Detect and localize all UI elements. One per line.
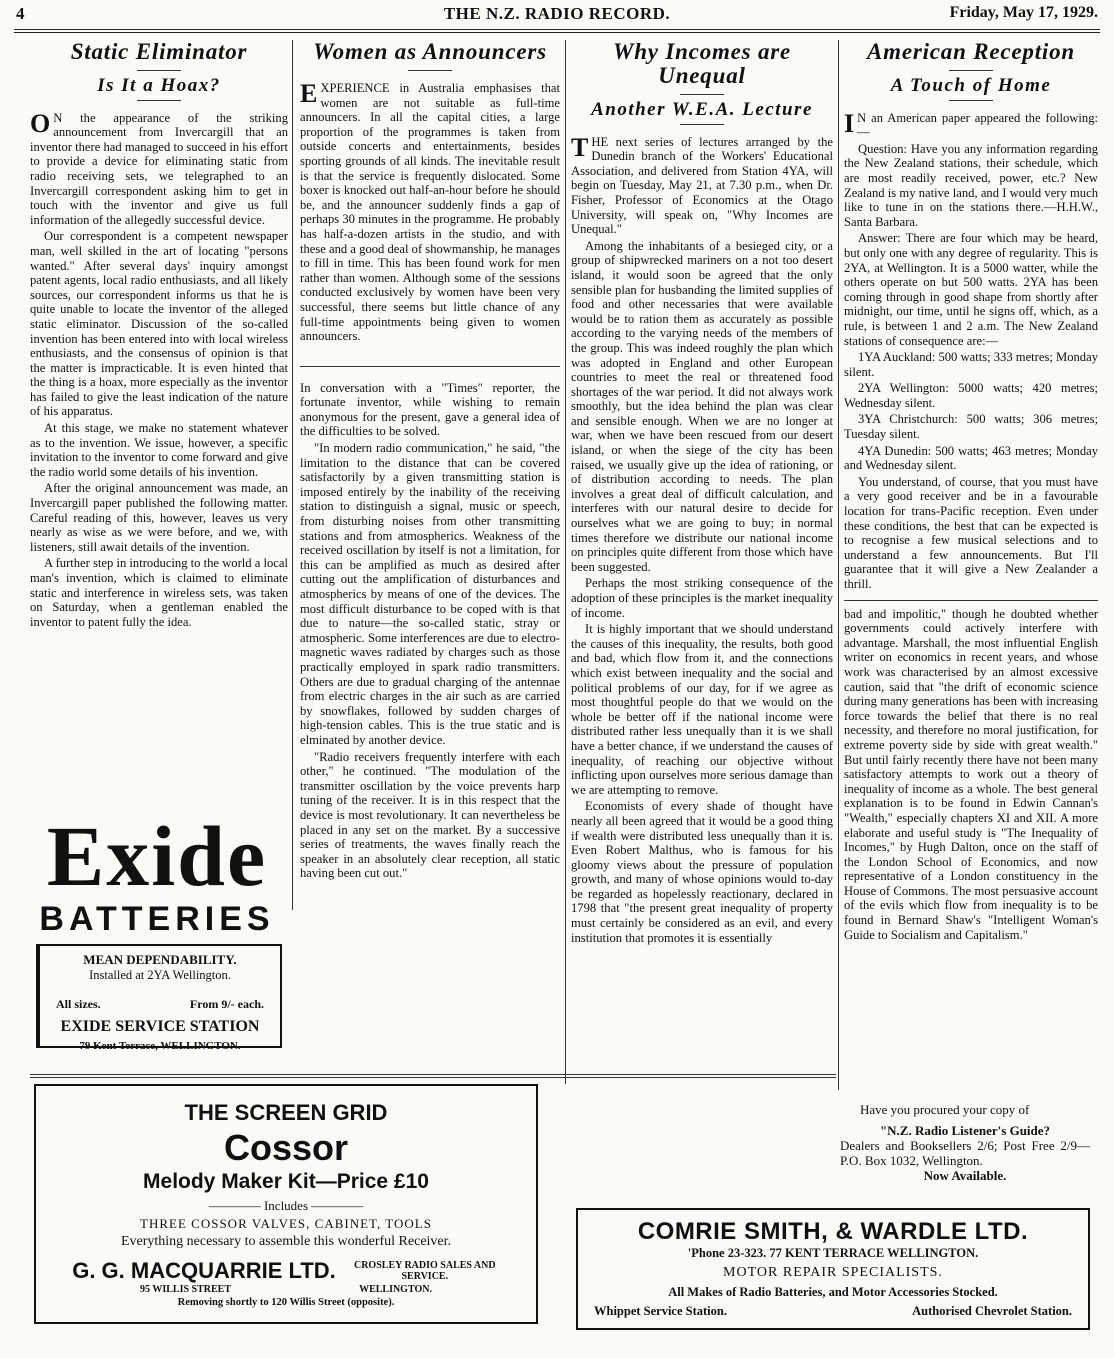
cossor-city: WELLINGTON. — [359, 1284, 432, 1295]
cossor-street: 95 WILLIS STREET — [140, 1284, 231, 1295]
paragraph: Perhaps the most striking consequence of the adoption of these principles is the market inequality of income. — [571, 576, 833, 620]
ad-comrie-smith — [576, 1208, 1090, 1330]
cossor-address-row — [36, 1284, 536, 1295]
cossor-everything: Everything necessary to assemble this wonderful Receiver. — [120, 1234, 452, 1249]
comrie-chevrolet: Authorised Chevrolet Station. — [912, 1304, 1072, 1318]
drop-cap: T — [571, 132, 589, 162]
paragraph: Economists of every shade of thought have nearly all been agreed that it would be a good thing if wealth were distributed less unequally than it is. Even Robert Malthus, who is famous for his gloomy views about the pressure of population growth, and many of whose opinions would to-day be regarded as hopelessly reactionary, declared in 1798 that "the present great inequality of property must certainly be considered as an evil, and every institution that promotes it is essentially — [571, 799, 833, 945]
comrie-phone: 'Phone 23-323. 77 KENT TERRACE WELLINGTON. — [687, 1246, 979, 1260]
issue-date: Friday, May 17, 1929. — [949, 4, 1098, 21]
comrie-stations-row — [578, 1304, 1088, 1319]
ads-divider — [30, 1074, 836, 1075]
article-american-reception — [844, 40, 1098, 944]
exide-line2: Installed at 2YA Wellington. — [89, 968, 231, 982]
drop-cap: E — [300, 79, 318, 108]
subheadline: Is It a Hoax? — [97, 75, 221, 96]
section-divider — [844, 600, 1098, 601]
exide-sizes: All sizes. — [56, 997, 101, 1011]
paragraph: Answer: There are four which may be heard, but only one with any degree of regularity. This is 2YA, at Wellington. It is a 5000 watter, while the others operate on but 500 watts. 2YA has been coming through in good shape from shortly after midnight, our time, until he signs off, which, as a rule, is between 1 and 2 a.m. The New Zealand stations of consequence are:— — [844, 231, 1098, 348]
cossor-dealer: G. G. MACQUARRIE LTD. — [72, 1258, 336, 1283]
masthead-rule-2 — [14, 32, 1100, 33]
exide-address: 79 Kent Terrace, WELLINGTON. — [79, 1040, 241, 1052]
headline-divider — [408, 70, 452, 71]
subhead-divider — [680, 124, 724, 125]
paragraph: In conversation with a "Times" reporter, the fortunate inventor, while wishing to remain anonymous for the present, gave a general idea of the difficulties to be solved. — [300, 380, 560, 439]
subhead-divider — [137, 100, 181, 101]
paragraph: EXPERIENCE in Australia emphasises that women are not suitable as full-time announcers. In all the capital cities, a large proportion of the programmes is taken from outside concerts and entertainments, besides sporting grounds of all kinds. The inevitable result is that the service is frequently dislocated. Some boxer is knocked out half-an-hour before he should be, and the announcer suddenly finds a gap of perhaps 30 minutes in the programme. He probably has half-a-dozen artists in the studio, and with these and a good deal of showmanship, he manages to fill in time. This has been found work for men rather than women. Although some of the sessions conducted exclusively by women have been very successful, there seems but little chance of any full-time appointments being given to women announcers. — [300, 79, 560, 344]
cossor-brand: Cossor — [223, 1127, 349, 1168]
exide-batteries: BATTERIES — [39, 900, 275, 938]
cossor-line1: THE SCREEN GRID — [184, 1100, 388, 1125]
article-why-incomes — [571, 40, 833, 947]
station-entry: 3YA Christchurch: 500 watts; 306 metres; Tuesday silent. — [844, 412, 1098, 442]
masthead — [16, 4, 1098, 26]
notice-line2: "N.Z. Radio Listener's Guide? — [879, 1123, 1051, 1138]
masthead-rule — [14, 29, 1100, 30]
paragraph: A further step in introducing to the world a local man's invention, which is claimed to eliminate static and interference in wireless sets, was taken on Saturday, when a gentleman enabled the inventor to patent fully the idea. — [30, 556, 288, 629]
exide-logo: Exide — [46, 808, 268, 904]
comrie-trade: MOTOR REPAIR SPECIALISTS. — [723, 1265, 943, 1280]
cossor-includes: ———— Includes ———— — [208, 1198, 364, 1213]
headline: Women as Announcers — [313, 39, 547, 64]
exide-price: From 9/- each. — [189, 997, 264, 1011]
paragraph: O N the appearance of the striking announcement from Invercargill that an inventor there had managed to succeed in his effort to provide a device for eliminating static from radio receiving sets, we telegraphed to an Invercargill correspondent asking him to get in touch with the inventor and give us full information of the allegedly successful device. — [30, 108, 288, 227]
listener-guide-notice — [840, 1102, 1090, 1183]
comrie-whippet: Whippet Service Station. — [594, 1304, 727, 1318]
column-divider — [565, 40, 566, 1084]
comrie-makes: All Makes of Radio Batteries, and Motor Accessories Stocked. — [668, 1285, 998, 1299]
subheadline: Another W.E.A. Lecture — [591, 99, 813, 120]
paragraph: THE next series of lectures arranged by the Dunedin branch of the Workers' Educational Association, and delivered from Station 4YA, will begin on Tuesday, May 21, at 7.30 p.m., when Dr. Fisher, Professor of Economics at the Otago University, will speak on, "Why Incomes are Unequal." — [571, 132, 833, 237]
column-divider — [838, 40, 839, 1090]
exide-price-row — [40, 997, 280, 1012]
article-static-eliminator — [30, 40, 288, 631]
ad-cossor — [34, 1084, 538, 1324]
paragraph: Question: Have you any information regarding the New Zealand stations, their schedule, which are most readily received, power, etc.? New Zealand is my native land, and I would very much like to tune in on the stations there.—H.H.W., Santa Barbara. — [844, 141, 1098, 229]
headline: Static Eliminator — [70, 39, 248, 64]
headline: Why Incomes are Unequal — [612, 39, 792, 88]
notice-line1: Have you procured your copy of — [860, 1102, 1030, 1117]
paragraph: At this stage, we make no statement whatever as to the invention. We issue, however, a specific invitation to the inventor to come forward and give the radio world some details of his invention. — [30, 421, 288, 479]
subheadline: A Touch of Home — [890, 75, 1052, 96]
notice-line4: Now Available. — [923, 1168, 1007, 1183]
cossor-kit: Melody Maker Kit—Price £10 — [143, 1170, 429, 1193]
paragraph: After the original announcement was made, an Invercargill paper published the following matter. Careful reading of this, however, leaves us very nearly as wise as we were before, and we, with listeners, still await details of the invention. — [30, 481, 288, 554]
paragraph: bad and impolitic," though he doubted whether governments could actively interfere with advantage. Marshall, the most influential English writer on economics in recent years, and whose work was characterised by an almost excessive caution, said that "the drift of economic science during many generations has been with increasing force towards the belief that there is no real necessity, and therefore no moral justification, for extreme poverty side by side with great wealth." But until fairly recently there have not been many satisfactory attempts to work out a theory of inequality of income as a whole. The best general explanation is to be found in Edwin Cannan's "Wealth," especially chapters XI and XII. A more elaborate and useful study is "The Inequality of Incomes," by Hugh Dalton, once on the staff of the London School of Economics, and now representative of a London constituency in the House of Commons. The most persuasive account of the evils which flow from inequality is to be found in Bernard Shaw's "Intelligent Woman's Guide to Socialism and Capitalism." — [844, 606, 1098, 942]
station-entry: 4YA Dunedin: 500 watts; 463 metres; Monday and Wednesday silent. — [844, 443, 1098, 473]
article-women-announcers — [300, 40, 560, 883]
ads-divider-2 — [30, 1077, 836, 1078]
headline-divider — [680, 94, 724, 95]
column-divider — [292, 40, 293, 910]
publication-title: THE N.Z. RADIO RECORD. — [443, 4, 671, 23]
exide-line1: MEAN DEPENDABILITY. — [83, 952, 237, 967]
page-number: 4 — [16, 4, 25, 23]
paragraph: Among the inhabitants of a besieged city, or a group of shipwrecked mariners on a not too desert island, it would soon be agreed that the only sensible plan for husbanding the limited supplies of food and other necessaries that were available would be to ration them as accurately as possible according to the varying needs of the members of the group. This was indeed roughly the plan which was adopted in England and other European countries to meet the real or threatened food shortages of the war period. It did not always work smoothly, but the idea behind the plan was clear and sensible enough. When we are no longer at war, when we have been rescued from our desert island, or when the siege of the city has been raised, we usually give up the idea of rationing, or of distribution according to needs. The plan involves a great deal of difficult calculation, and interferes with our natural desire to decide for ourselves what we are going to buy; in normal times therefore we distribute our national income on principles quite different from those which have been suggested. — [571, 238, 833, 574]
paragraph: "In modern radio communication," he said, "the limitation to the distance that can be covered satisfactorily by a given transmitting station is imposed entirely by the inability of the receiving station to distinguish a signal, music or speech, from disturbing noises from other transmitting stations and from atmospherics. Weakness of the received oscillation by itself is not a limitation, for this can be amplified as much as desired after cutting out the amplification of disturbances and atmospherics by means of one of the devices. The most difficult disturbance to be coped with is that due to nature—the so-called static, stray or atmospheric. Some interferences are due to electro-magnetic waves radiated by charges such as those practically employed in spark radio transmitters. Others are due to gradual charging of the antennae from electric charges in the air such as are carried by snowflakes, followed by sudden charges of high-tension cables. This is the true static and is elminated by another device. — [300, 441, 560, 747]
notice-line3: Dealers and Booksellers 2/6; Post Free 2/9—P.O. Box 1032, Wellington. — [840, 1138, 1090, 1168]
cossor-contents: THREE COSSOR VALVES, CABINET, TOOLS — [140, 1216, 432, 1231]
paragraph: Our correspondent is a competent newspaper man, well skilled in the art of locating "persons wanted." After several days' inquiry amongst patent agents, local radio enthusiasts, and all likely sources, our correspondent informs us that he is quite unable to locate the inventor of the alleged static eliminator. Discussion of the so-called invention has been entered into with local wireless enthusiasts, and the consensus of opinion is that the matter is impracticable. It is even hinted that the thing is a hoax, more especially as the inventor has failed to give the least indication of the nature of his apparatus. — [30, 229, 288, 419]
headline-divider — [949, 70, 993, 71]
drop-cap: O — [30, 108, 51, 138]
cossor-dealer-row — [36, 1258, 536, 1284]
headline: American Reception — [867, 39, 1075, 64]
station-entry: 2YA Wellington: 5000 watts; 420 metres; Wednesday silent. — [844, 381, 1098, 410]
headline-divider — [137, 70, 181, 71]
paragraph: You understand, of course, that you must have a very good receiver and be in a favourable location for trans-Pacific reception. Even under these conditions, the best that can be expected is to recognise a few musical selections and to understand a few announcements. But I'll guarantee that it will give a New Zealander a thrill. — [844, 474, 1098, 591]
drop-cap: I — [844, 108, 855, 138]
exide-station: EXIDE SERVICE STATION — [60, 1018, 260, 1035]
exide-info-box — [36, 944, 282, 1052]
comrie-name: COMRIE SMITH, & WARDLE LTD. — [637, 1218, 1029, 1245]
station-entry: 1YA Auckland: 500 watts; 333 metres; Monday silent. — [844, 350, 1098, 379]
paragraph: I N an American paper appeared the following:— — [844, 108, 1098, 140]
paragraph: "Radio receivers frequently interfere with each other," he continued. "The modulation of the transmitter oscillation by the voice prevents harp tuning of the receiver. It is in this respect that the device is most revolutionary. It can nevertheless be placed in any set on the market. By a successive series of treatments, the waves finally reach the speaker in an absolutely clear reception, all static having been cut out." — [300, 749, 560, 881]
cossor-crosley: CROSLEY RADIO SALES AND SERVICE. — [353, 1260, 496, 1282]
section-divider — [300, 366, 560, 367]
paragraph: It is highly important that we should understand the causes of this inequality, the results, both good and bad, which flow from it, and the connections which exist between inequality and the social and political problems of our day, for if we agree as most thoughtful people do that we would on the whole be better off if the national income were distributed rather less unequally than it is we shall have a better chance, if we understand the causes of inequality, of reaching our objective without inflicting upon ourselves more serious damage than we are attempting to remove. — [571, 622, 833, 797]
cossor-removing: Removing shortly to 120 Willis Street (opposite). — [177, 1297, 395, 1308]
subhead-divider — [949, 100, 993, 101]
